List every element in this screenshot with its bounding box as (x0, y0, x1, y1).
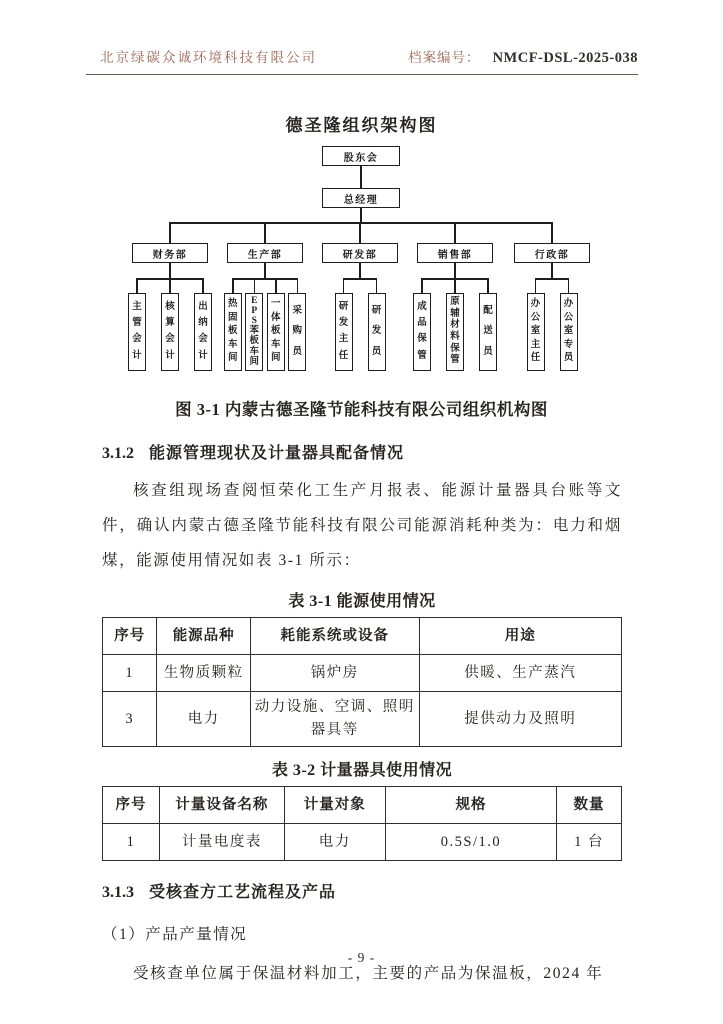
org-box-char: 发 (371, 326, 382, 337)
org-connector-horizontal (343, 278, 378, 280)
org-box-char: 品 (417, 318, 427, 329)
column-header: 数量 (557, 787, 622, 824)
org-box-char: 间 (249, 356, 259, 367)
org-box-char: 间 (227, 353, 238, 364)
org-box-shareholders: 股东会 (322, 146, 400, 166)
org-box-char: 料 (450, 332, 460, 343)
org-box-char: 辅 (450, 308, 460, 319)
table-cell: 生物质颗粒 (157, 655, 250, 692)
org-box-position (368, 293, 386, 371)
header-file-info (408, 46, 638, 67)
org-connector-vertical (360, 208, 362, 223)
table-cell: 锅炉房 (250, 655, 419, 692)
org-box-char: 研 (371, 305, 382, 316)
org-box-char: 核 (165, 301, 175, 312)
org-box-position (245, 293, 263, 371)
org-box-char: 原 (450, 297, 460, 308)
table-3-2-title: 表 3-2 计量器具使用情况 (271, 762, 453, 779)
org-connector-vertical (551, 263, 553, 279)
org-connector-vertical (202, 279, 204, 293)
org-connector-vertical (551, 223, 553, 243)
org-box-department: 生产部 (227, 243, 303, 263)
org-box-char: 主 (338, 334, 349, 345)
org-chart-title: 德圣隆组织架构图 (285, 116, 438, 135)
column-header: 序号 (103, 618, 157, 655)
org-box-position (527, 293, 545, 371)
table-header-row (103, 618, 622, 655)
table-cell: 供暖、生产蒸汽 (419, 655, 621, 692)
figure-caption: 图 3-1 内蒙古德圣隆节能科技有限公司组织机构图 (175, 400, 548, 419)
metering-devices-table (102, 786, 622, 861)
org-connector-vertical (454, 223, 456, 243)
org-connector-horizontal (232, 278, 298, 280)
org-box-position (161, 293, 179, 371)
org-box-position (224, 293, 242, 371)
org-box-char: 任 (338, 350, 349, 361)
org-box-char: 配 (483, 305, 493, 316)
org-box-general-manager: 总经理 (322, 188, 400, 208)
org-connector-vertical (360, 166, 362, 188)
table-header-row (103, 787, 622, 824)
org-box-char: 材 (450, 320, 460, 331)
column-header: 序号 (103, 787, 160, 824)
org-connector-vertical (343, 279, 345, 293)
org-box-position (446, 293, 464, 371)
org-box-char: 室 (530, 326, 541, 337)
org-box-char: 计 (132, 350, 142, 361)
org-connector-vertical (169, 263, 171, 279)
org-box-char: 一 (270, 299, 281, 310)
org-box-char: 公 (530, 312, 541, 323)
org-connector-vertical (136, 279, 138, 293)
org-connector-vertical (487, 279, 489, 293)
org-box-char: 管 (450, 355, 460, 366)
paragraph-energy-overview: 核查组现场查阅恒荣化工生产月报表、能源计量器具台账等文件，确认内蒙古德圣隆节能科技有限公司能源消耗种类为：电力和烟煤，能源使用情况如表 3-1 所示： (102, 482, 622, 569)
org-box-position (413, 293, 431, 371)
table-row (103, 824, 622, 861)
org-box-department: 财务部 (132, 243, 208, 263)
org-chart (0, 144, 723, 378)
org-box-char: 体 (270, 312, 281, 323)
org-box-char: 计 (165, 350, 175, 361)
section-title: 能源管理现状及计量器具配备情况 (149, 445, 405, 462)
org-box-char: 算 (165, 318, 175, 329)
org-connector-vertical (169, 279, 171, 293)
org-connector-vertical (264, 223, 266, 243)
org-connector-vertical (297, 279, 299, 293)
table-cell: 计量电度表 (160, 824, 285, 861)
header-company-name: 北京绿碳众诚环境科技有限公司 (100, 50, 317, 65)
org-box-char: 员 (483, 346, 493, 357)
org-box-char: 车 (227, 339, 238, 350)
org-box-char: 板 (227, 326, 238, 337)
column-header: 能源品种 (157, 618, 250, 655)
org-connector-vertical (454, 263, 456, 279)
org-box-position (288, 293, 306, 371)
org-connector-vertical (568, 279, 570, 293)
org-box-char: 发 (338, 318, 349, 329)
org-box-char: 办 (530, 299, 541, 310)
file-number-value: NMCF-DSL-2025-038 (492, 50, 638, 66)
org-box-char: 固 (227, 312, 238, 323)
org-box-char: 板 (249, 336, 259, 347)
org-box-char: 购 (292, 326, 302, 337)
org-box-char: E (251, 295, 258, 306)
org-box-char: 任 (530, 353, 541, 364)
energy-use-table (102, 617, 622, 747)
org-connector-vertical (535, 279, 537, 293)
org-box-char: 保 (450, 343, 460, 354)
sub-item-product-output: （1）产品产量情况 (102, 926, 248, 943)
org-box-char: 会 (132, 334, 142, 345)
org-box-position (128, 293, 146, 371)
column-header: 计量对象 (284, 787, 385, 824)
column-header: 规格 (385, 787, 556, 824)
org-box-char: 员 (292, 346, 302, 357)
org-box-char: 会 (165, 334, 175, 345)
section-number: 3.1.2 (102, 445, 134, 462)
org-box-char: 研 (338, 301, 349, 312)
org-box-char: 会 (198, 334, 208, 345)
org-box-position (267, 293, 285, 371)
org-box-char: S (251, 316, 257, 327)
org-box-char: 车 (249, 346, 259, 357)
table-3-1-title: 表 3-1 能源使用情况 (288, 593, 436, 610)
org-connector-vertical (169, 223, 171, 243)
paragraph-product: 受核查单位属于保温材料加工，主要的产品为保温板，2024 年 (133, 965, 604, 982)
org-box-char: P (251, 305, 258, 316)
org-connector-horizontal (535, 278, 570, 280)
org-connector-vertical (454, 279, 456, 293)
org-box-char: 员 (563, 353, 574, 364)
org-box-department: 销售部 (417, 243, 493, 263)
org-box-char: 采 (292, 305, 302, 316)
org-box-char: 计 (198, 350, 208, 361)
table-cell: 0.5S/1.0 (385, 824, 556, 861)
section-title: 受核查方工艺流程及产品 (149, 884, 337, 901)
org-box-char: 间 (270, 353, 281, 364)
org-box-char: 主 (132, 301, 142, 312)
table-cell: 电力 (157, 692, 250, 747)
org-box-department: 研发部 (322, 243, 398, 263)
page-header (86, 0, 638, 75)
table-cell: 1 (103, 655, 157, 692)
section-heading-3-1-2 (102, 440, 622, 463)
page-number: - 9 - (347, 950, 376, 965)
org-connector-vertical (359, 223, 361, 243)
org-box-char: 保 (417, 334, 427, 345)
org-connector-vertical (254, 279, 256, 293)
section-number: 3.1.3 (102, 884, 134, 901)
org-box-char: 办 (563, 299, 574, 310)
table-cell: 1 台 (557, 824, 622, 861)
table-cell: 1 (103, 824, 160, 861)
org-box-char: 纳 (198, 318, 208, 329)
org-connector-vertical (275, 279, 277, 293)
table-cell: 提供动力及照明 (419, 692, 621, 747)
org-box-char: 主 (530, 339, 541, 350)
table-cell: 动力设施、空调、照明器具等 (250, 692, 419, 747)
org-connector-vertical (264, 263, 266, 279)
org-box-position (560, 293, 578, 371)
org-connector-vertical (376, 279, 378, 293)
org-box-char: 公 (563, 312, 574, 323)
org-box-char: 送 (483, 326, 493, 337)
org-box-char: 车 (270, 339, 281, 350)
table-cell: 3 (103, 692, 157, 747)
org-box-position (335, 293, 353, 371)
org-box-char: 员 (371, 346, 382, 357)
org-connector-horizontal (169, 222, 553, 224)
table-row (103, 692, 622, 747)
column-header: 计量设备名称 (160, 787, 285, 824)
org-box-char: 热 (227, 299, 238, 310)
org-connector-vertical (232, 279, 234, 293)
org-connector-vertical (421, 279, 423, 293)
org-box-char: 苯 (249, 326, 259, 337)
org-box-char: 出 (198, 301, 208, 312)
section-heading-3-1-3 (102, 879, 622, 902)
org-box-department: 行政部 (514, 243, 590, 263)
org-box-position (479, 293, 497, 371)
file-number-label: 档案编号： (408, 50, 481, 65)
org-box-char: 板 (270, 326, 281, 337)
org-box-char: 室 (563, 326, 574, 337)
content-area (102, 440, 622, 991)
org-box-char: 成 (417, 301, 427, 312)
org-box-char: 管 (132, 318, 142, 329)
column-header: 耗能系统或设备 (250, 618, 419, 655)
table-row (103, 655, 622, 692)
column-header: 用途 (419, 618, 621, 655)
org-connector-vertical (359, 263, 361, 279)
org-box-char: 专 (563, 339, 574, 350)
org-box-position (194, 293, 212, 371)
table-cell: 电力 (284, 824, 385, 861)
org-box-char: 管 (417, 350, 427, 361)
